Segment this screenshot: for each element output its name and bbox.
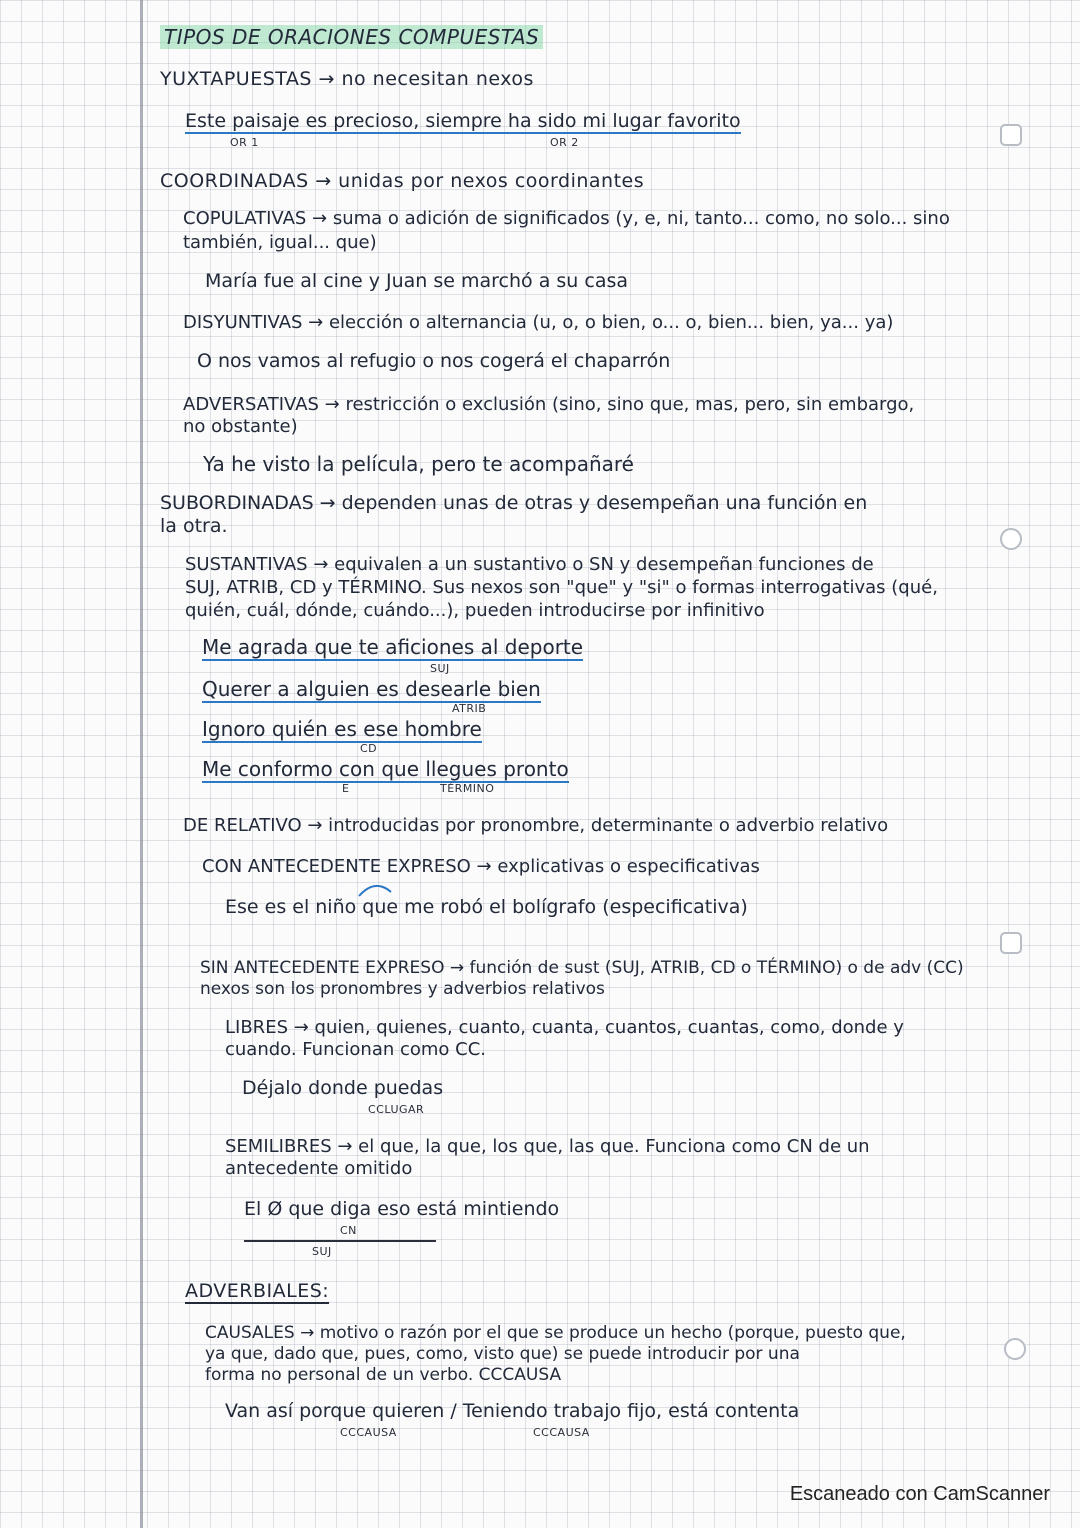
label-atrib: ATRIB [452,702,487,715]
binder-hole [1000,528,1022,550]
copulativas-line2: también, igual... que) [183,232,377,253]
label-cn: CN [340,1224,357,1237]
semilibres-example: El Ø que diga eso está mintiendo [244,1198,560,1220]
sin-antecedente-line1: SIN ANTECEDENTE EXPRESO → función de sust (SUJ, ATRIB, CD o TÉRMINO) o de adv (CC) [200,958,964,978]
label-or1: OR 1 [230,136,259,149]
adversativas-line1: ADVERSATIVAS → restricción o exclusión (sino, sino que, mas, pero, sin embargo, [183,394,915,415]
sustantivas-line1: SUSTANTIVAS → equivalen a un sustantivo o SN y desempeñan funciones de [185,554,874,575]
subordinadas-line1: SUBORDINADAS → dependen unas de otras y desempeñan una función en [160,492,868,514]
con-antecedente-example: Ese es el niño que me robó el bolígrafo (especificativa) [225,896,748,918]
label-termino: TÉRMINO [440,782,495,795]
adversativas-line2: no obstante) [183,416,298,437]
semilibres-line1: SEMILIBRES → el que, la que, los que, las que. Funciona como CN de un [225,1136,870,1157]
disyuntivas-example: O nos vamos al refugio o nos cogerá el chaparrón [197,350,671,372]
con-antecedente-line: CON ANTECEDENTE EXPRESO → explicativas o especificativas [202,856,760,877]
label-cd: CD [360,742,378,755]
adversativas-example: Ya he visto la película, pero te acompañaré [203,452,634,476]
camscanner-watermark: Escaneado con CamScanner [789,1483,1050,1505]
libres-line1: LIBRES → quien, quienes, cuanto, cuanta, cuantos, cuantas, como, donde y [225,1017,904,1038]
binder-hole [1004,1338,1026,1360]
margin-line [140,0,143,1528]
label-e: E [342,782,350,795]
sin-antecedente-line2: nexos son los pronombres y adverbios relativos [200,979,605,999]
binder-hole [1000,124,1022,146]
label-suj: SUJ [430,662,450,675]
binder-hole [1000,932,1022,954]
semilibres-line2: antecedente omitido [225,1158,413,1179]
sustantivas-line2: SUJ, ATRIB, CD y TÉRMINO. Sus nexos son "que" y "si" o formas interrogativas (qué, [185,577,938,598]
causales-line3: forma no personal de un verbo. CCCAUSA [205,1365,562,1385]
sustantivas-example-1: Me agrada que te aficiones al deporte [202,635,584,659]
sustantivas-example-3: Ignoro quién es ese hombre [202,717,482,741]
libres-example: Déjalo donde puedas [242,1077,444,1099]
causales-line1: CAUSALES → motivo o razón por el que se produce un hecho (porque, puesto que, [205,1323,906,1343]
coordinadas-heading: COORDINADAS → unidas por nexos coordinantes [160,170,645,192]
causales-line2: ya que, dado que, pues, como, visto que) se puede introducir por una [205,1344,800,1364]
sustantivas-example-4: Me conformo con que llegues pronto [202,757,569,781]
adverbiales-heading: ADVERBIALES: [185,1280,330,1302]
relativo-line: DE RELATIVO → introducidas por pronombre, determinante o adverbio relativo [183,815,889,836]
subordinadas-line2: la otra. [160,515,228,537]
causales-example: Van así porque quieren / Teniendo trabajo fijo, está contenta [225,1400,800,1422]
copulativas-line1: COPULATIVAS → suma o adición de significados (y, e, ni, tanto... como, no solo... sino [183,208,950,229]
antecedent-arrow [355,878,395,898]
yuxtapuestas-example: Este paisaje es precioso, siempre ha sido mi lugar favorito [185,110,741,132]
label-suj-semi: SUJ [312,1245,332,1258]
sustantivas-line3: quién, cuál, dónde, cuándo...), pueden introducirse por infinitivo [185,600,765,621]
copulativas-example: María fue al cine y Juan se marchó a su casa [205,270,629,292]
label-or2: OR 2 [550,136,579,149]
disyuntivas-line: DISYUNTIVAS → elección o alternancia (u, o, o bien, o... o, bien... bien, ya... ya) [183,312,894,333]
yuxtapuestas-heading: YUXTAPUESTAS → no necesitan nexos [160,68,534,90]
page-title: TIPOS DE ORACIONES COMPUESTAS [160,26,543,48]
label-cccausa-1: CCCAUSA [340,1426,397,1439]
sustantivas-example-2: Querer a alguien es desearle bien [202,677,541,701]
libres-line2: cuando. Funcionan como CC. [225,1039,487,1060]
label-cccausa-2: CCCAUSA [533,1426,590,1439]
underline-suj [244,1240,436,1242]
label-cclugar: CCLUGAR [368,1103,425,1116]
